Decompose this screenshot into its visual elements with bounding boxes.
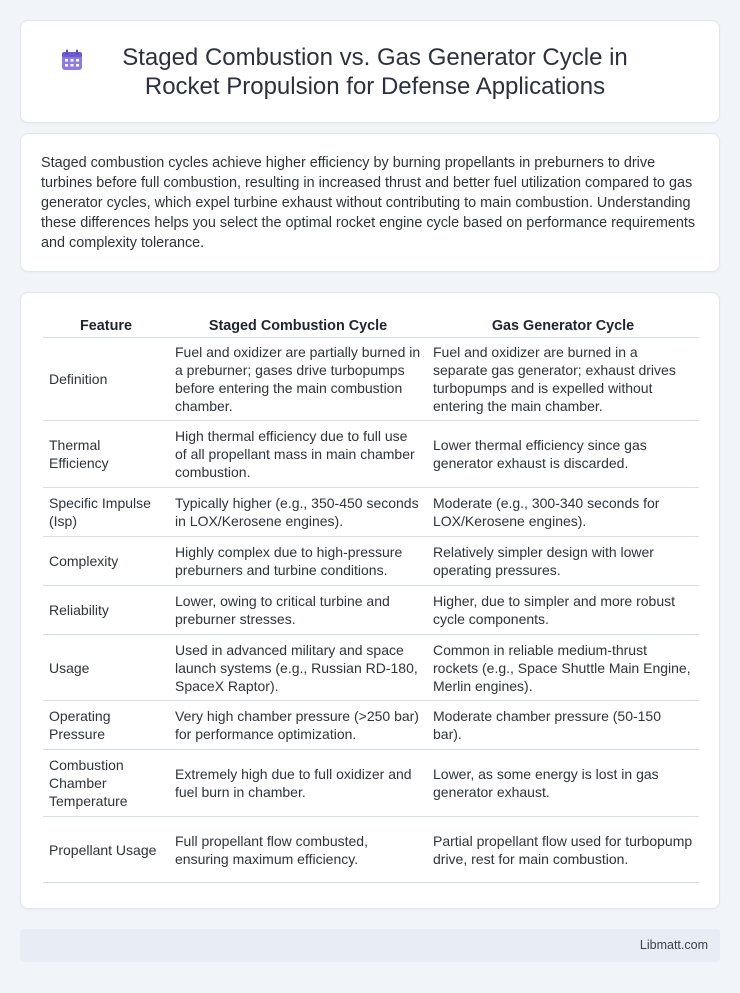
row-staged-value: Used in advanced military and space launch systems (e.g., Russian RD-180, SpaceX Raptor). [169, 635, 427, 701]
row-staged-value: Fuel and oxidizer are partially burned in a preburner; gases drive turbopumps before entering the main combustion chamber. [169, 338, 427, 421]
footer-bar [20, 929, 720, 962]
table-header-row [43, 315, 699, 338]
row-feature: Combustion Chamber Temperature [43, 750, 169, 817]
page-title: Staged Combustion vs. Gas Generator Cycle in Rocket Propulsion for Defense Applications [122, 44, 628, 100]
row-gas-value: Relatively simpler design with lower operating pressures. [427, 537, 699, 586]
table-row [43, 537, 699, 586]
row-gas-value: Higher, due to simpler and more robust cycle components. [427, 586, 699, 635]
table-row [43, 586, 699, 635]
row-staged-value: Typically higher (e.g., 350-450 seconds in LOX/Kerosene engines). [169, 488, 427, 537]
table-row [43, 750, 699, 817]
row-gas-value: Moderate (e.g., 300-340 seconds for LOX/Kerosene engines). [427, 488, 699, 537]
header-staged-combustion: Staged Combustion Cycle [169, 315, 427, 338]
row-staged-value: Highly complex due to high-pressure preburners and turbine conditions. [169, 537, 427, 586]
row-feature: Specific Impulse (Isp) [43, 488, 169, 537]
row-feature: Reliability [43, 586, 169, 635]
intro-card [20, 133, 720, 272]
intro-paragraph: Staged combustion cycles achieve higher efficiency by burning propellants in preburners to drive turbines before full combustion, resulting in increased thrust and better fuel utilization compared to gas generator cycles, which expel turbine exhaust without contributing to main combustion. Understanding these differences helps you select the optimal rocket engine cycle based on performance requirements and complexity tolerance. [41, 155, 696, 251]
table-row [43, 488, 699, 537]
row-feature: Usage [43, 635, 169, 701]
row-feature: Thermal Efficiency [43, 421, 169, 488]
table-row [43, 338, 699, 421]
row-staged-value: High thermal efficiency due to full use of all propellant mass in main chamber combustion. [169, 421, 427, 488]
comparison-card [20, 292, 720, 909]
row-feature: Definition [43, 338, 169, 421]
row-gas-value: Common in reliable medium-thrust rockets (e.g., Space Shuttle Main Engine, Merlin engines). [427, 635, 699, 701]
row-gas-value: Lower thermal efficiency since gas generator exhaust is discarded. [427, 421, 699, 488]
row-gas-value: Fuel and oxidizer are burned in a separate gas generator; exhaust drives turbopumps and is expelled without entering the main chamber. [427, 338, 699, 421]
row-staged-value: Extremely high due to full oxidizer and fuel burn in chamber. [169, 750, 427, 817]
footer-brand[interactable]: Libmatt.com [639, 938, 708, 952]
row-staged-value: Full propellant flow combusted, ensuring maximum efficiency. [169, 817, 427, 883]
title-card [20, 20, 720, 123]
row-feature: Complexity [43, 537, 169, 586]
row-staged-value: Very high chamber pressure (>250 bar) for performance optimization. [169, 701, 427, 750]
row-feature: Propellant Usage [43, 817, 169, 883]
header-gas-generator: Gas Generator Cycle [427, 315, 699, 338]
row-feature: Operating Pressure [43, 701, 169, 750]
row-staged-value: Lower, owing to critical turbine and preburner stresses. [169, 586, 427, 635]
comparison-table [43, 315, 699, 883]
table-row [43, 421, 699, 488]
row-gas-value: Partial propellant flow used for turbopump drive, rest for main combustion. [427, 817, 699, 883]
row-gas-value: Moderate chamber pressure (50-150 bar). [427, 701, 699, 750]
header-feature: Feature [43, 315, 169, 338]
table-row [43, 635, 699, 701]
table-row [43, 817, 699, 883]
table-row [43, 701, 699, 750]
row-gas-value: Lower, as some energy is lost in gas generator exhaust. [427, 750, 699, 817]
